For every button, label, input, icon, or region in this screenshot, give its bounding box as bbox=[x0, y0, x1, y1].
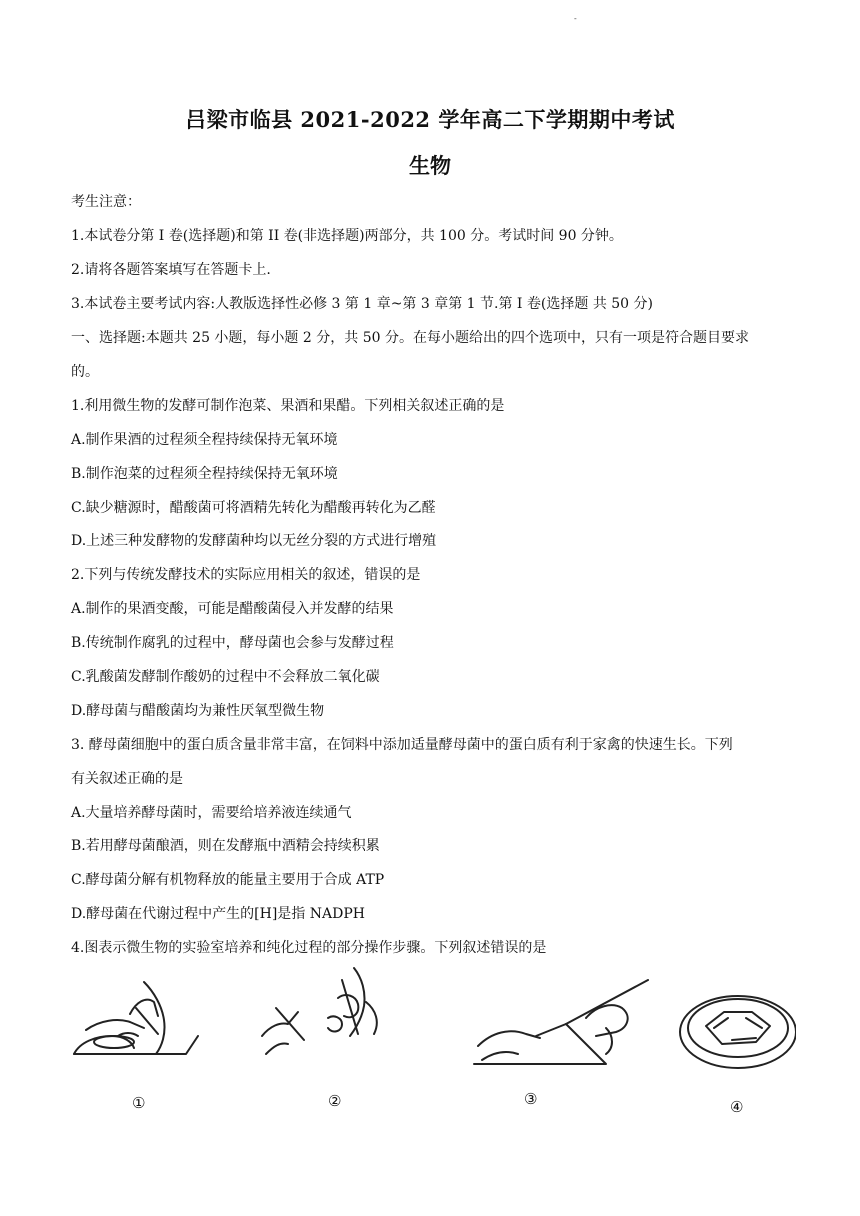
notice-heading: 考生注意： bbox=[71, 194, 141, 210]
question-3-stem: 3. 酵母菌细胞中的蛋白质含量非常丰富，在饲料中添加适量酵母菌中的蛋白质有利于家禽的快速生长。下列 bbox=[71, 737, 733, 753]
step-4-illustration bbox=[680, 996, 796, 1068]
question-3-option-b: B.若用酵母菌酿酒，则在发酵瓶中酒精会持续积累 bbox=[71, 838, 380, 854]
question-1-stem: 1.利用微生物的发酵可制作泡菜、果酒和果醋。下列相关叙述正确的是 bbox=[71, 398, 505, 414]
step-1-illustration bbox=[74, 982, 198, 1054]
question-3-option-c: C.酵母菌分解有机物释放的能量主要用于合成 ATP bbox=[71, 872, 385, 888]
step-4-label: ④ bbox=[730, 1098, 744, 1116]
section-instructions: 一、选择题:本题共 25 小题，每小题 2 分，共 50 分。在每小题给出的四个选项中，只有一项是符合题目要求 bbox=[71, 330, 749, 346]
step-3-label: ③ bbox=[524, 1090, 538, 1108]
step-1-label: ① bbox=[132, 1094, 146, 1112]
lab-procedure-figure bbox=[66, 962, 796, 1122]
step-2-illustration bbox=[262, 968, 377, 1054]
question-2-option-b: B.传统制作腐乳的过程中，酵母菌也会参与发酵过程 bbox=[71, 635, 394, 651]
step-2-label: ② bbox=[328, 1092, 342, 1110]
page-mark: - bbox=[574, 14, 577, 23]
section-instructions-cont: 的。 bbox=[71, 364, 99, 380]
question-1-option-a: A.制作果酒的过程须全程持续保持无氧环境 bbox=[71, 432, 338, 448]
exam-subject: 生物 bbox=[409, 153, 451, 178]
notice-item-3: 3.本试卷主要考试内容:人教版选择性必修 3 第 1 章~第 3 章第 1 节.第 I 卷(选择题 共 50 分) bbox=[71, 296, 654, 312]
notice-item-2: 2.请将各题答案填写在答题卡上. bbox=[71, 262, 271, 278]
question-2-stem: 2.下列与传统发酵技术的实际应用相关的叙述，错误的是 bbox=[71, 567, 421, 583]
step-3-illustration bbox=[474, 980, 648, 1064]
question-2-option-d: D.酵母菌与醋酸菌均为兼性厌氧型微生物 bbox=[71, 703, 325, 719]
question-4-stem: 4.图表示微生物的实验室培养和纯化过程的部分操作步骤。下列叙述错误的是 bbox=[71, 940, 547, 956]
exam-title: 吕梁市临县 2021-2022 学年高二下学期期中考试 bbox=[185, 107, 675, 132]
question-3-option-d: D.酵母菌在代谢过程中产生的[H]是指 NADPH bbox=[71, 906, 365, 922]
question-2-option-c: C.乳酸菌发酵制作酸奶的过程中不会释放二氧化碳 bbox=[71, 669, 380, 685]
question-3-option-a: A.大量培养酵母菌时，需要给培养液连续通气 bbox=[71, 805, 352, 821]
question-1-option-b: B.制作泡菜的过程须全程持续保持无氧环境 bbox=[71, 466, 338, 482]
question-3-stem-cont: 有关叙述正确的是 bbox=[71, 771, 183, 787]
question-1-option-c: C.缺少糖源时，醋酸菌可将酒精先转化为醋酸再转化为乙醛 bbox=[71, 500, 436, 516]
question-2-option-a: A.制作的果酒变酸，可能是醋酸菌侵入并发酵的结果 bbox=[71, 601, 394, 617]
notice-item-1: 1.本试卷分第 I 卷(选择题)和第 II 卷(非选择题)两部分，共 100 分。考试时间 90 分钟。 bbox=[71, 228, 623, 244]
question-1-option-d: D.上述三种发酵物的发酵菌种均以无丝分裂的方式进行增殖 bbox=[71, 533, 437, 549]
